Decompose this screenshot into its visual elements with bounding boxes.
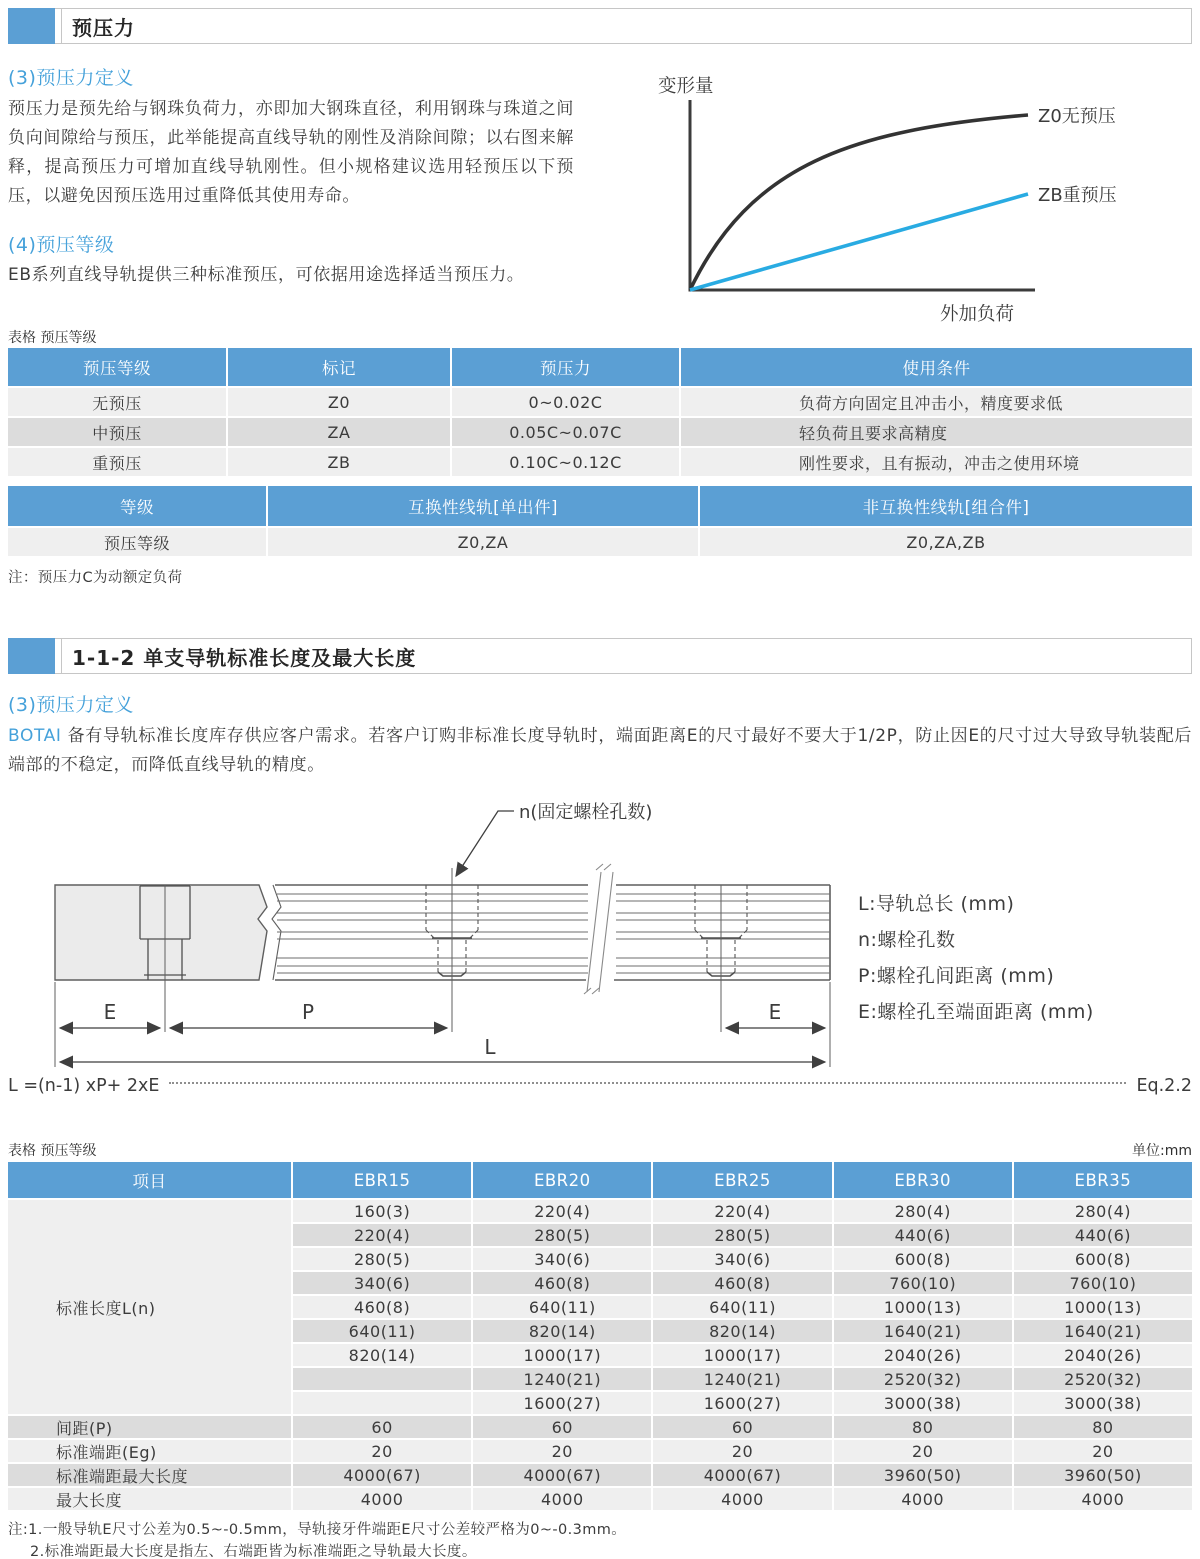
cell: 4000 (293, 1488, 471, 1510)
line-zb-heavy-preload (690, 194, 1028, 290)
table2-header-row (8, 486, 1192, 526)
cell: 刚性要求，且有振动，冲击之使用环境 (681, 448, 1192, 476)
cell: 轻负荷且要求高精度 (681, 418, 1192, 446)
dimension-lines (60, 1028, 825, 1062)
cell: 60 (293, 1416, 471, 1438)
table3-header-ebr25: EBR25 (653, 1162, 831, 1198)
rail-end-section (55, 885, 267, 980)
dotted-leader (169, 1081, 1126, 1084)
cell: 4000(67) (653, 1464, 831, 1486)
cell: 340(6) (653, 1248, 831, 1270)
table-row (293, 1200, 1192, 1222)
table3-note-1: 注:1.一般导轨E尺寸公差为0.5~-0.5mm，导轨接牙件端距E尺寸公差较严格为0~-0.3mm。 (8, 1522, 627, 1538)
cell: 4000 (834, 1488, 1012, 1510)
table1-header-force: 预压力 (452, 348, 679, 386)
cell: 无预压 (8, 388, 226, 416)
cell: 0.05C~0.07C (452, 418, 679, 446)
cell: 640(11) (653, 1296, 831, 1318)
cell: 160(3) (293, 1200, 471, 1222)
cell: 440(6) (1014, 1224, 1192, 1246)
table-row (8, 418, 1192, 446)
cell: 1000(17) (473, 1344, 651, 1366)
cell: 1000(13) (834, 1296, 1012, 1318)
standard-length-table (8, 1162, 1192, 1512)
cell: 220(4) (293, 1224, 471, 1246)
table-row (293, 1344, 1192, 1366)
cell: 3960(50) (1014, 1464, 1192, 1486)
paragraph-section2 (8, 722, 1192, 780)
cell: 4000 (473, 1488, 651, 1510)
paragraph-section2-text: 备有导轨标准长度库存供应客户需求。若客户订购非标准长度导轨时，端面距离E的尺寸最好不要大于1/2P，防止因E的尺寸过大导致导轨装配后端部的不稳定，而降低直线导轨的精度。 (8, 726, 1192, 775)
cell (293, 1368, 471, 1390)
table3-note-2: 2.标准端距最大长度是指左、右端距皆为标准端距之导轨最大长度。 (30, 1544, 477, 1559)
cell: 600(8) (834, 1248, 1012, 1270)
table-row (293, 1296, 1192, 1318)
legend-line-n: n:螺栓孔数 (858, 929, 956, 951)
chart-x-axis-label: 外加负荷 (940, 304, 1015, 325)
dim-label-e-right: E (768, 1000, 782, 1024)
brand-name: BOTAI (8, 726, 62, 746)
interchangeability-table (8, 486, 1192, 558)
cell: 460(8) (473, 1272, 651, 1294)
preload-grade-table (8, 348, 1192, 478)
cell: 640(11) (293, 1320, 471, 1342)
cell: 1240(21) (473, 1368, 651, 1390)
standard-length-group (8, 1200, 1192, 1414)
cell: 重预压 (8, 448, 226, 476)
cell: 280(5) (653, 1224, 831, 1246)
cell: 4000(67) (293, 1464, 471, 1486)
chart-axes (690, 100, 1035, 290)
cell: 2520(32) (834, 1368, 1012, 1390)
cell: 340(6) (293, 1272, 471, 1294)
formula-expression: L =(n-1) xP+ 2xE (8, 1076, 160, 1096)
cell: 负荷方向固定且冲击小，精度要求低 (681, 388, 1192, 416)
cell: Z0 (228, 388, 450, 416)
table3-header-ebr15: EBR15 (293, 1162, 471, 1198)
cell: 中预压 (8, 418, 226, 446)
table1-header-condition: 使用条件 (681, 348, 1192, 386)
cell: 440(6) (834, 1224, 1012, 1246)
table-row (8, 388, 1192, 416)
dim-label-e-left: E (103, 1000, 117, 1024)
table3-header-item: 项目 (8, 1162, 291, 1198)
table3-caption: 表格 预压等级 (8, 1143, 97, 1159)
legend-line-l: L:导轨总长 (mm) (858, 893, 1015, 915)
cell: 80 (834, 1416, 1012, 1438)
legend-line-e: E:螺栓孔至端面距离 (mm) (858, 1001, 1094, 1023)
dim-label-p: P (301, 1000, 315, 1024)
table3-header-ebr35: EBR35 (1014, 1162, 1192, 1198)
table1-caption: 表格 预压等级 (8, 330, 97, 346)
table-row (293, 1248, 1192, 1270)
paragraph-preload-definition: 预压力是预先给与钢珠负荷力，亦即加大钢珠直径，利用钢珠与珠道之间负向间隙给与预压，此举能提高直线导轨的刚性及消除间隙；以右图来解释，提高预压力可增加直线导轨刚性。但小规格建议选用轻预压以下预压，以避免因预压选用过重降低其使用寿命。 (8, 99, 574, 206)
cell: 0~0.02C (452, 388, 679, 416)
dim-label-l: L (484, 1035, 496, 1059)
table-row (293, 1392, 1192, 1414)
cell: 1000(13) (1014, 1296, 1192, 1318)
table3-header-ebr20: EBR20 (473, 1162, 651, 1198)
table2-header-interchangeable: 互换性线轨[单出件] (268, 486, 698, 526)
cell: 3960(50) (834, 1464, 1012, 1486)
length-formula-row (8, 1076, 1192, 1096)
divider (61, 638, 62, 674)
table-row (8, 448, 1192, 476)
row-label: 最大长度 (8, 1488, 291, 1510)
cell: 2040(26) (1014, 1344, 1192, 1366)
diagram-legend (858, 886, 1094, 1030)
cell: ZA (228, 418, 450, 446)
table-row (293, 1368, 1192, 1390)
rail-profile-lines (277, 894, 830, 973)
table3-header-row (8, 1162, 1192, 1198)
cell: 4000(67) (473, 1464, 651, 1486)
mid-break-lines (584, 864, 613, 994)
table3-header-ebr30: EBR30 (834, 1162, 1012, 1198)
divider (61, 8, 62, 44)
cell: 280(5) (293, 1248, 471, 1270)
cell: 600(8) (1014, 1248, 1192, 1270)
section2-title: 1-1-2 单支导轨标准长度及最大长度 (72, 645, 417, 670)
cell: 2040(26) (834, 1344, 1012, 1366)
cell: 20 (653, 1440, 831, 1462)
cell: 460(8) (293, 1296, 471, 1318)
table-row (293, 1272, 1192, 1294)
callout-bolt-hole-count: n(固定螺栓孔数) (519, 802, 653, 823)
callout-leader-line (456, 811, 514, 876)
table2-header-grade: 等级 (8, 486, 266, 526)
cell: 1000(17) (653, 1344, 831, 1366)
series-label-z0: Z0无预压 (1038, 106, 1116, 127)
section1-title: 预压力 (72, 15, 135, 40)
legend-line-p: P:螺栓孔间距离 (mm) (858, 965, 1055, 987)
table2-header-non-interchangeable: 非互换性线轨[组合件] (700, 486, 1192, 526)
cell: 2520(32) (1014, 1368, 1192, 1390)
cell: 820(14) (653, 1320, 831, 1342)
cell: 3000(38) (834, 1392, 1012, 1414)
cell: 640(11) (473, 1296, 651, 1318)
cell: 1640(21) (1014, 1320, 1192, 1342)
table-row (293, 1224, 1192, 1246)
row-label: 间距(P) (8, 1416, 291, 1438)
cell: 1600(27) (473, 1392, 651, 1414)
unit-label: 单位:mm (1132, 1143, 1192, 1159)
cell: 820(14) (293, 1344, 471, 1366)
series-label-zb: ZB重预压 (1038, 185, 1117, 206)
table-row-standard-end (8, 1440, 1192, 1462)
cell: 80 (1014, 1416, 1192, 1438)
cell: 1640(21) (834, 1320, 1012, 1342)
section2-title-bar (8, 638, 1192, 674)
cell: 460(8) (653, 1272, 831, 1294)
section1-title-bar (8, 8, 1192, 44)
blue-accent-square (8, 638, 55, 674)
cell: 760(10) (834, 1272, 1012, 1294)
cell: 预压等级 (8, 528, 266, 556)
cell: 760(10) (1014, 1272, 1192, 1294)
paragraph-preload-grade: EB系列直线导轨提供三种标准预压，可依据用途选择适当预压力。 (8, 265, 525, 285)
table-row (8, 528, 1192, 556)
table-row (293, 1320, 1192, 1342)
cell: 280(4) (1014, 1200, 1192, 1222)
cell: 1600(27) (653, 1392, 831, 1414)
cell: 4000 (653, 1488, 831, 1510)
cell: 20 (473, 1440, 651, 1462)
cell: 4000 (1014, 1488, 1192, 1510)
cell: Z0,ZA,ZB (700, 528, 1192, 556)
preload-deformation-chart (640, 70, 1140, 330)
cell: 3000(38) (1014, 1392, 1192, 1414)
cell: 20 (293, 1440, 471, 1462)
table1-header-grade: 预压等级 (8, 348, 226, 386)
cell: 1240(21) (653, 1368, 831, 1390)
cell: 280(5) (473, 1224, 651, 1246)
curve-z0-no-preload (690, 115, 1028, 290)
cell: 60 (653, 1416, 831, 1438)
cell: ZB (228, 448, 450, 476)
table-row-standard-end-max (8, 1464, 1192, 1486)
table-row-pitch (8, 1416, 1192, 1438)
cell: 20 (834, 1440, 1012, 1462)
chart-y-axis-label: 变形量 (658, 76, 714, 97)
heading-preload-grade: (4)预压等级 (8, 234, 115, 256)
blue-accent-square (8, 8, 55, 44)
cell: 20 (1014, 1440, 1192, 1462)
cell: 220(4) (473, 1200, 651, 1222)
group-label-standard-length: 标准长度L(n) (8, 1200, 291, 1414)
table-row-max-length (8, 1488, 1192, 1510)
heading-section2-definition: (3)预压力定义 (8, 694, 134, 716)
cell: 0.10C~0.12C (452, 448, 679, 476)
cell: 340(6) (473, 1248, 651, 1270)
table1-header-row (8, 348, 1192, 386)
cell: 820(14) (473, 1320, 651, 1342)
row-label: 标准端距最大长度 (8, 1464, 291, 1486)
cell: 60 (473, 1416, 651, 1438)
table1-header-mark: 标记 (228, 348, 450, 386)
cell: 280(4) (834, 1200, 1012, 1222)
heading-preload-definition: (3)预压力定义 (8, 67, 134, 89)
table2-note: 注：预压力C为动额定负荷 (8, 570, 183, 586)
row-label: 标准端距(Eg) (8, 1440, 291, 1462)
cell (293, 1392, 471, 1414)
equation-number: Eq.2.2 (1136, 1076, 1192, 1096)
cell: 220(4) (653, 1200, 831, 1222)
cell: Z0,ZA (268, 528, 698, 556)
